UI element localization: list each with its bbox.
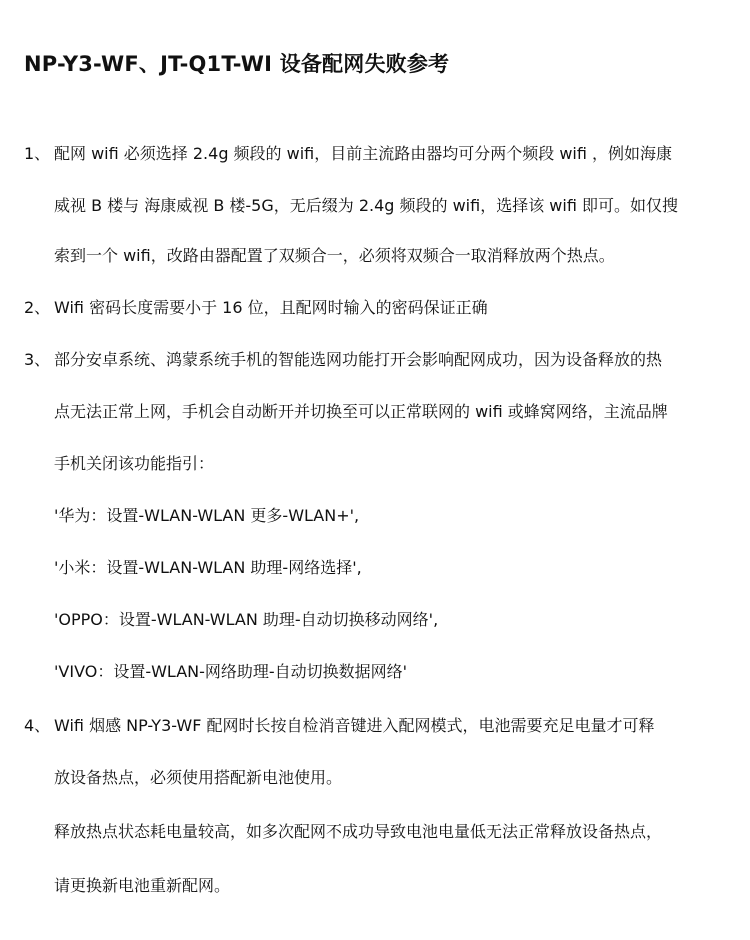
paragraph-line: 手机关闭该功能指引： [54, 454, 215, 473]
paragraph-line: 威视 B 楼与 海康威视 B 楼-5G，无后缀为 2.4g 频段的 wifi，选择该 wifi 即可。如仅搜 [54, 196, 678, 215]
brand-guide-oppo: 'OPPO：设置-WLAN-WLAN 助理-自动切换移动网络', [54, 610, 439, 629]
brand-guide-vivo: 'VIVO：设置-WLAN-网络助理-自动切换数据网络' [54, 662, 408, 681]
item-number: 4、 [24, 716, 51, 735]
document-title: NP-Y3-WF、JT-Q1T-WI 设备配网失败参考 [24, 52, 450, 76]
item-number: 1、 [24, 144, 51, 163]
paragraph-line: Wifi 密码长度需要小于 16 位，且配网时输入的密码保证正确 [54, 298, 488, 317]
paragraph-line: 配网 wifi 必须选择 2.4g 频段的 wifi，目前主流路由器均可分两个频段 wifi ，例如海康 [54, 144, 673, 163]
paragraph-line: 释放热点状态耗电量较高，如多次配网不成功导致电池电量低无法正常释放设备热点， [54, 822, 663, 841]
brand-guide-xiaomi: '小米：设置-WLAN-WLAN 助理-网络选择', [54, 558, 362, 577]
paragraph-line: 部分安卓系统、鸿蒙系统手机的智能选网功能打开会影响配网成功，因为设备释放的热 [54, 350, 663, 369]
paragraph-line: Wifi 烟感 NP-Y3-WF 配网时长按自检消音键进入配网模式，电池需要充足电量才可释 [54, 716, 655, 735]
paragraph-line: 索到一个 wifi，改路由器配置了双频合一，必须将双频合一取消释放两个热点。 [54, 246, 615, 265]
item-number: 3、 [24, 350, 51, 369]
brand-guide-huawei: '华为：设置-WLAN-WLAN 更多-WLAN+', [54, 506, 360, 525]
paragraph-line: 放设备热点，必须使用搭配新电池使用。 [54, 768, 343, 787]
paragraph-line: 请更换新电池重新配网。 [54, 876, 231, 895]
item-number: 2、 [24, 298, 51, 317]
paragraph-line: 点无法正常上网，手机会自动断开并切换至可以正常联网的 wifi 或蜂窝网络，主流品牌 [54, 402, 668, 421]
